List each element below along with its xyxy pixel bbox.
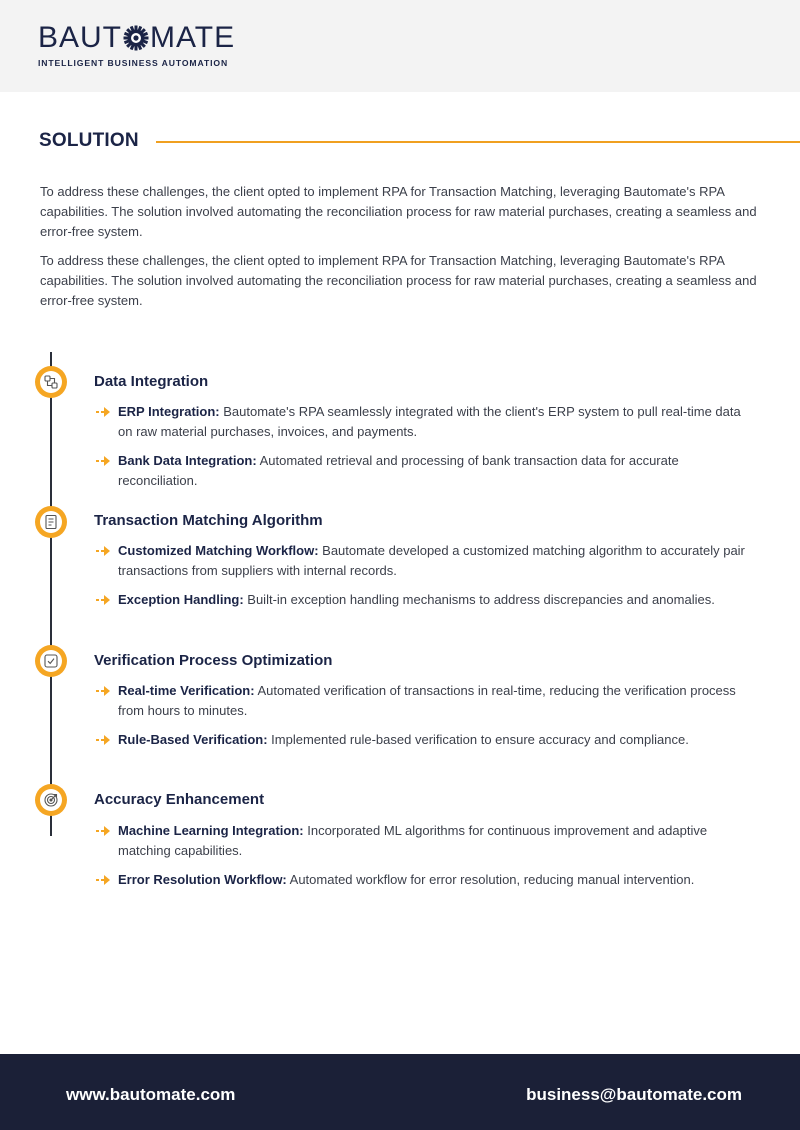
item-label: Rule-Based Verification: (118, 732, 268, 747)
item-label: Machine Learning Integration: (118, 823, 304, 838)
logo-wordmark (38, 22, 235, 54)
arrow-right-icon (96, 685, 112, 697)
target-icon (43, 792, 59, 808)
intro-paragraph-1: To address these challenges, the client opted to implement RPA for Transaction Matching, leveraging Bautomate's RPA capabilities. The solution involved automating the reconciliation process for raw material purchases, creating a seamless and error-free system. (40, 184, 757, 239)
block-title-verification: Verification Process Optimization (94, 652, 333, 669)
verification-icon (43, 653, 59, 669)
logo-tagline: INTELLIGENT BUSINESS AUTOMATION (38, 58, 229, 68)
website-link[interactable]: www.bautomate.com (66, 1085, 236, 1104)
item-label: Real-time Verification: (118, 683, 255, 698)
section-title: SOLUTION (39, 130, 139, 151)
timeline-line (50, 352, 52, 836)
section-title-rule (156, 141, 800, 143)
item-text: Built-in exception handling mechanisms to address discrepancies and anomalies. (243, 592, 715, 607)
item-text: Automated verification of transactions in real-time, reducing the verification process from hours to minutes. (118, 683, 736, 718)
logo-text-left: BAUT (38, 21, 123, 54)
arrow-right-icon (96, 825, 112, 837)
list-item (96, 870, 746, 890)
item-label: Error Resolution Workflow: (118, 872, 287, 887)
item-text: Bautomate developed a customized matching algorithm to accurately pair transactions from suppliers with internal records. (118, 543, 745, 578)
page-footer (0, 1054, 800, 1130)
list-item (96, 681, 746, 721)
item-text: Automated workflow for error resolution, reducing manual intervention. (286, 872, 695, 887)
item-text: Implemented rule-based verification to ensure accuracy and compliance. (267, 732, 689, 747)
item-label: Exception Handling: (118, 592, 244, 607)
intro-paragraph-2: To address these challenges, the client opted to implement RPA for Transaction Matching, leveraging Bautomate's RPA capabilities. The solution involved automating the reconciliation process for raw material purchases, creating a seamless and error-free system. (40, 253, 757, 308)
gear-icon (123, 25, 149, 51)
timeline-node-transaction-matching (35, 506, 67, 538)
data-integration-icon (43, 374, 59, 390)
page-header (0, 0, 800, 92)
block-title-transaction-matching: Transaction Matching Algorithm (94, 512, 323, 529)
item-label: Bank Data Integration: (118, 453, 257, 468)
bautomate-logo[interactable] (38, 21, 236, 72)
list-item (96, 402, 746, 442)
list-item (96, 451, 746, 491)
block-title-accuracy: Accuracy Enhancement (94, 791, 265, 808)
arrow-right-icon (96, 545, 112, 557)
timeline-node-accuracy (35, 784, 67, 816)
arrow-right-icon (96, 734, 112, 746)
arrow-right-icon (96, 594, 112, 606)
item-text: Bautomate's RPA seamlessly integrated with the client's ERP system to pull real-time data on raw material purchases, invoices, and payments. (118, 404, 741, 439)
item-text: Incorporated ML algorithms for continuous improvement and adaptive matching capabilities. (118, 823, 708, 858)
logo-text-right: MATE (150, 21, 236, 54)
list-item (96, 730, 746, 750)
arrow-right-icon (96, 406, 112, 418)
list-item (96, 821, 746, 861)
arrow-right-icon (96, 455, 112, 467)
block-title-data-integration: Data Integration (94, 373, 209, 390)
email-link[interactable]: business@bautomate.com (526, 1085, 742, 1104)
timeline-node-verification (35, 645, 67, 677)
item-label: Customized Matching Workflow: (118, 543, 319, 558)
list-item (96, 541, 746, 581)
list-item (96, 590, 746, 610)
item-label: ERP Integration: (118, 404, 220, 419)
item-text: Automated retrieval and processing of bank transaction data for accurate reconciliation. (118, 453, 679, 488)
algorithm-icon (43, 514, 59, 530)
timeline-node-data-integration (35, 366, 67, 398)
arrow-right-icon (96, 874, 112, 886)
